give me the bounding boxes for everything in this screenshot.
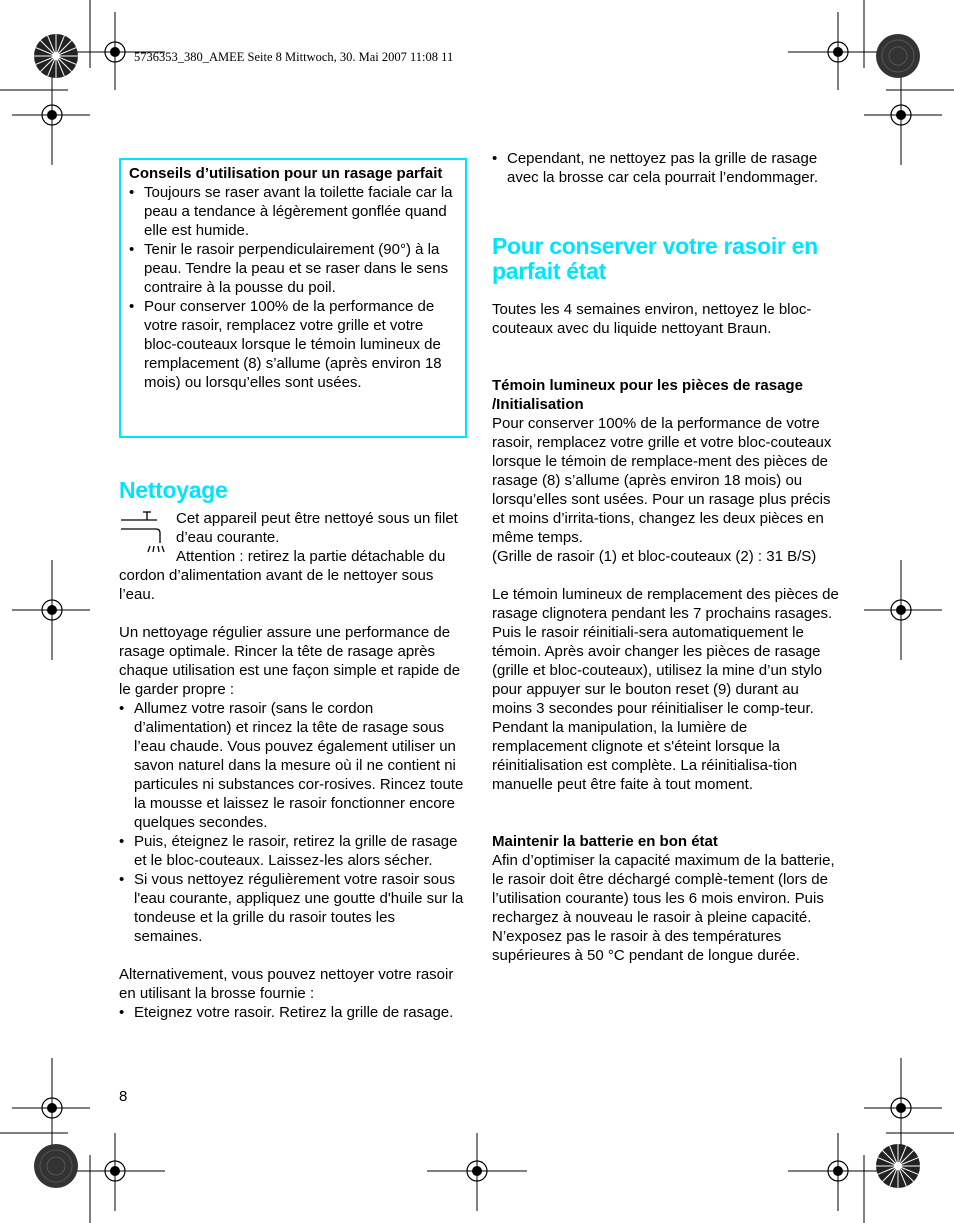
battery-text: Afin d’optimiser la capacité maximum de la batterie, le rasoir doit être déchargé complè-tement (lors de l’utilisation courante) tous les 6 mois environ. Puis rechargez à nouveau le rasoir à pleine capacité. N’exposez pas le rasoir à des températures supérieures à 50 °C pendant de longue durée.	[492, 852, 835, 964]
list-item: • Allumez votre rasoir (sans le cordon d’alimentation) et rincez la tête de rasage sous l’eau chaude. Vous pouvez également utiliser un savon naturel dans la mesure où il ne contient ni particules ni substances cor-rosives. Rincez toute la mousse et laissez le rasoir fonctionner encore quelques secondes.	[119, 699, 467, 832]
indicator-paragraph: Pour conserver 100% de la performance de votre rasoir, remplacez votre grille et votre bloc-couteaux lorsque le témoin de remplace-ment des pièces de rasage (8) s’allume (après environ 18 mois) ou lorsqu’elles sont usées. Pour un rasage plus précis et moins d’irrita-tions, changez les deux pièces en même temps.	[492, 415, 832, 546]
page-number: 8	[119, 1088, 128, 1105]
maintenance-heading: Pour conserver votre rasoir en parfait état	[492, 233, 818, 284]
list-item: • Tenir le rasoir perpendiculairement (90°) à la peau. Tendre la peau et se raser dans le sens contraire à la pousse du poil.	[129, 240, 456, 297]
right-column	[492, 149, 842, 965]
cleaning-heading: Nettoyage	[119, 477, 228, 503]
cleaning-intro: Cet appareil peut être nettoyé sous un filet d’eau courante.	[176, 510, 458, 546]
cleaning-steps	[119, 699, 467, 946]
indicator-reset: Le témoin lumineux de remplacement des pièces de rasage clignotera pendant les 7 prochains rasages. Puis le rasoir réinitiali-sera automatiquement le témoin. Après avoir changer les pièces de rasage (grille et bloc-couteaux), utilisez la mine d’un stylo pour appuyer sur le bouton reset (9) durant au moins 3 secondes pour réinitialiser le comp-teur. Pendant la manipulation, la lumière de remplacement clignote et s'éteint lorsque la réinitialisation est complète. La réinitialisa-tion manuelle peut être faite à tout moment.	[492, 586, 839, 793]
brush-steps-left	[119, 1003, 467, 1022]
list-item: • Toujours se raser avant la toilette faciale car la peau a tendance à légèrement gonflée quand elle est humide.	[129, 183, 456, 240]
tips-box	[119, 158, 467, 438]
running-water-tap-icon	[119, 509, 171, 553]
list-item: • Puis, éteignez le rasoir, retirez la grille de rasage et le bloc-couteaux. Laissez-les alors sécher.	[119, 832, 467, 870]
cleaning-regular: Un nettoyage régulier assure une performance de rasage optimale. Rincer la tête de rasage après chaque utilisation est une façon simple et rapide de le garder propre :	[119, 624, 461, 698]
tips-title: Conseils d’utilisation pour un rasage parfait	[129, 165, 443, 182]
cleaning-alternative: Alternativement, vous pouvez nettoyer votre rasoir en utilisant la brosse fournie :	[119, 966, 454, 1002]
list-item: • Si vous nettoyez régulièrement votre rasoir sous l'eau courante, appliquez une goutte d'huile sur la tondeuse et la grille du rasoir toutes les semaines.	[119, 870, 467, 946]
cleaning-attention: Attention : retirez la partie détachable du cordon d’alimentation avant de le nettoyer sous l’eau.	[119, 548, 446, 603]
indicator-heading: Témoin lumineux pour les pièces de rasage /Initialisation	[492, 377, 803, 413]
tips-list	[129, 183, 456, 392]
list-item: • Cependant, ne nettoyez pas la grille de rasage avec la brosse car cela pourrait l’endommager.	[492, 149, 842, 187]
battery-heading: Maintenir la batterie en bon état	[492, 833, 718, 850]
print-header: 5736353_380_AMEE Seite 8 Mittwoch, 30. Mai 2007 11:08 11	[134, 50, 454, 64]
list-item: • Pour conserver 100% de la performance de votre rasoir, remplacez votre grille et votre bloc-couteaux lorsque le témoin lumineux de remplacement (8) s’allume (après environ 18 mois) ou lorsqu’elles sont usées.	[129, 297, 456, 392]
list-item: • Eteignez votre rasoir. Retirez la grille de rasage.	[119, 1003, 467, 1022]
maintenance-intro: Toutes les 4 semaines environ, nettoyez le bloc-couteaux avec du liquide nettoyant Braun.	[492, 301, 812, 337]
left-column	[119, 158, 467, 1022]
indicator-parts: (Grille de rasoir (1) et bloc-couteaux (2) : 31 B/S)	[492, 548, 817, 565]
brush-steps-right	[492, 149, 842, 187]
